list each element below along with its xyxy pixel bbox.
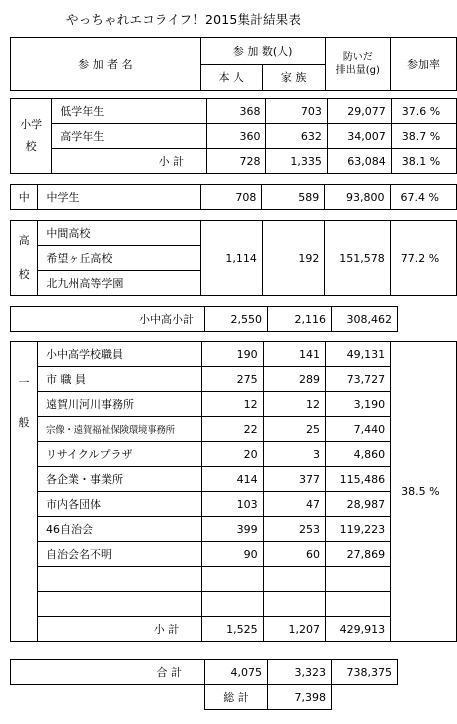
row-self: 399 [202,517,263,542]
row-self: 360 [207,124,266,149]
high-prevented: 151,578 [325,221,390,296]
general-group-label-1: 一 [18,376,30,389]
high-group-label [11,221,38,296]
header-count: 参 加 数(人) [200,38,325,65]
row-name: 市内各団体 [38,492,202,517]
empty-cell [38,592,202,617]
subtotal-family: 1,207 [263,617,325,642]
high-family: 192 [262,221,324,296]
row-name: リサイクルプラザ [38,442,202,467]
row-family: 289 [263,367,325,392]
row-name: 遠賀川河川事務所 [38,392,202,417]
row-family: 3 [263,442,325,467]
row-name: 各企業・事業所 [38,467,202,492]
row-name: 低学年生 [52,99,207,124]
row-name: 46自治会 [38,517,202,542]
header-family: 家 族 [262,64,325,91]
row-prevented: 28,987 [325,492,390,517]
empty-cell [325,592,390,617]
row-name: 市 職 員 [38,367,202,392]
row-prevented: 34,007 [327,124,391,149]
grand-total-value: 7,398 [268,685,332,710]
high-self: 1,114 [200,221,262,296]
row-name: 北九州高等学園 [38,271,201,296]
total-family: 3,323 [268,660,332,685]
row-name: 自治会名不明 [38,542,202,567]
row-family: 25 [263,417,325,442]
header-prevented-line2: 排出量(g) [335,65,380,76]
row-rate: 37.6 % [391,99,456,124]
row-prevented: 73,727 [325,367,390,392]
row-self: 190 [202,342,263,367]
row-self: 103 [202,492,263,517]
row-prevented: 7,440 [325,417,390,442]
row-prevented: 119,223 [325,517,390,542]
row-name: 中学生 [38,185,200,210]
header-prevented-line1: 防いだ [342,52,373,63]
elementary-group-label: 小学校 [11,99,52,174]
header-participant: 参 加 者 名 [11,38,201,91]
header-rate: 参加率 [390,38,456,91]
empty-cell [263,567,325,592]
header-prevented [325,38,390,91]
subtotal-self: 728 [207,149,266,174]
row-family: 703 [266,99,327,124]
row-prevented: 115,486 [325,467,390,492]
junior-group-label: 中 [11,185,38,210]
row-name: 中間高校 [38,221,201,246]
row-family: 60 [263,542,325,567]
total-prevented: 738,375 [332,660,398,685]
row-prevented: 3,190 [325,392,390,417]
subtotal-family: 1,335 [266,149,327,174]
school-subtotal-prevented: 308,462 [332,307,398,332]
row-name: 小中高学校職員 [38,342,202,367]
row-name: 高学年生 [52,124,207,149]
row-self: 12 [202,392,263,417]
subtotal-rate: 38.1 % [391,149,456,174]
subtotal-prevented: 429,913 [325,617,390,642]
grand-total-label: 総 計 [205,685,268,710]
school-subtotal-self: 2,550 [205,307,268,332]
row-prevented: 29,077 [327,99,391,124]
row-rate: 67.4 % [390,185,456,210]
row-self: 20 [202,442,263,467]
header-table [10,37,457,91]
general-group-label [11,342,38,642]
row-family: 12 [263,392,325,417]
general-group-label-2: 般 [18,416,30,429]
school-subtotal-label: 小中高小計 [11,307,205,332]
total-self: 4,075 [205,660,268,685]
page-title: やっちゃれエコライフ！2015集計結果表 [66,12,302,27]
subtotal-label: 小 計 [38,617,202,642]
row-family: 253 [263,517,325,542]
empty-cell [325,567,390,592]
row-name: 希望ヶ丘高校 [38,246,201,271]
elementary-table [10,98,457,174]
subtotal-self: 1,525 [202,617,263,642]
high-group-label-2: 校 [18,268,30,281]
general-rate: 38.5 % [391,342,457,642]
subtotal-label: 小 計 [52,149,207,174]
row-self: 22 [202,417,263,442]
school-subtotal-family: 2,116 [268,307,332,332]
empty-cell [202,592,263,617]
row-rate: 38.7 % [391,124,456,149]
row-family: 632 [266,124,327,149]
high-table [10,220,457,296]
empty-cell [332,685,398,710]
junior-table [10,184,457,210]
general-table [10,341,457,642]
header-self: 本 人 [200,64,262,91]
row-family: 47 [263,492,325,517]
row-prevented: 93,800 [325,185,390,210]
high-group-label-1: 高 [18,234,30,247]
row-self: 90 [202,542,263,567]
row-family: 141 [263,342,325,367]
empty-cell [11,685,205,710]
empty-cell [202,567,263,592]
row-self: 368 [207,99,266,124]
row-self: 414 [202,467,263,492]
row-prevented: 4,860 [325,442,390,467]
school-subtotal-table [10,306,398,332]
subtotal-prevented: 63,084 [327,149,391,174]
row-self: 275 [202,367,263,392]
row-prevented: 49,131 [325,342,390,367]
total-label: 合 計 [11,660,205,685]
empty-cell [38,567,202,592]
high-rate: 77.2 % [390,221,456,296]
total-table [10,659,398,710]
row-self: 708 [200,185,262,210]
row-name: 宗像・遠賀福祉保険環境事務所 [38,417,202,442]
row-prevented: 27,869 [325,542,390,567]
empty-cell [263,592,325,617]
row-family: 589 [262,185,325,210]
row-family: 377 [263,467,325,492]
